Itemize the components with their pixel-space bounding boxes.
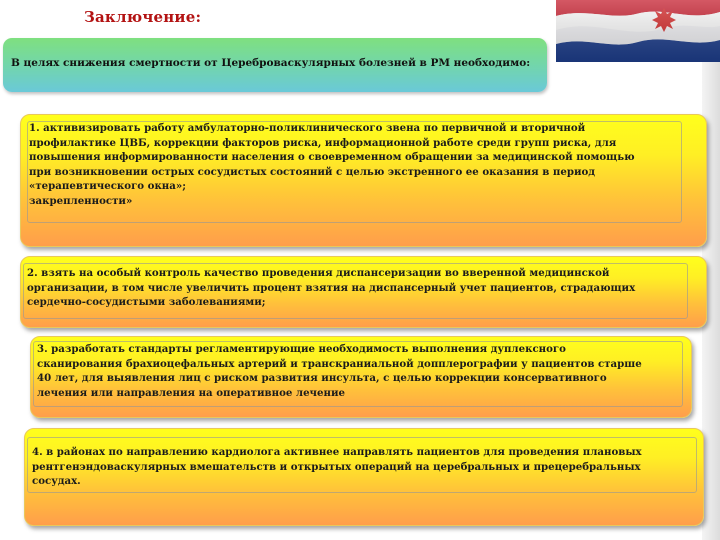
recommendation-card-1-text [29, 121, 635, 208]
subtitle-banner [3, 38, 547, 92]
page-title: Заключение: [84, 8, 202, 26]
recommendation-2-line: организации, в том числе увеличить процент взятия на диспансерный учет пациентов, страдающих [27, 281, 636, 294]
subtitle-text: В целях снижения смертности от Цереброваскулярных болезней в РМ необходимо: [11, 57, 531, 69]
recommendation-card-3 [30, 336, 692, 418]
recommendation-card-1 [20, 114, 707, 247]
recommendation-2-line: 2. взять на особый контроль качество проведения диспансеризации во вверенной медицинской [27, 267, 610, 279]
recommendation-1-line: при возникновении острых сосудистых состояний с целью экстренного ее оказания в период [29, 165, 596, 178]
recommendation-4-line: 4. в районах по направлению кардиолога активнее направлять пациентов для проведения плановых [32, 446, 642, 458]
recommendation-card-4-text [32, 445, 642, 489]
recommendation-3-line: 3. разработать стандарты регламентирующие необходимость выполнения дуплексного [37, 343, 566, 355]
recommendation-2-line: сердечно-сосудистыми заболеваниями; [27, 296, 266, 308]
recommendation-4-line: рентгенэндоваскулярных вмешательств и открытых операций на церебральных и прецеребральных [32, 460, 641, 473]
recommendation-3-line: 40 лет, для выявления лиц с риском развития инсульта, с целью коррекции консервативного [37, 372, 607, 384]
recommendation-card-3-text [37, 342, 642, 400]
recommendation-3-line: лечения или направления на оперативное лечение [37, 386, 345, 399]
recommendation-1-line: 1. активизировать работу амбулаторно-поликлинического звена по первичной и вторичной [29, 122, 586, 134]
recommendation-1-line: повышения информированности населения о своевременном обращении за медицинской помощью [29, 151, 635, 163]
recommendation-card-2-text [27, 266, 635, 310]
recommendation-3-line: сканирования брахиоцефальных артерий и транскраниальной допплерографии у пациентов старше [37, 357, 642, 370]
recommendation-card-4 [24, 428, 704, 526]
recommendation-1-line: «терапевтического окна»; [29, 180, 186, 192]
recommendation-1-line: закрепленности» [29, 194, 133, 207]
recommendation-card-2 [20, 256, 707, 328]
flag-emblem [556, 0, 720, 62]
recommendation-4-line: сосудах. [32, 475, 81, 487]
recommendation-1-line: профилактике ЦВБ, коррекции факторов риска, информационной работе среди групп риска, для [29, 136, 617, 149]
